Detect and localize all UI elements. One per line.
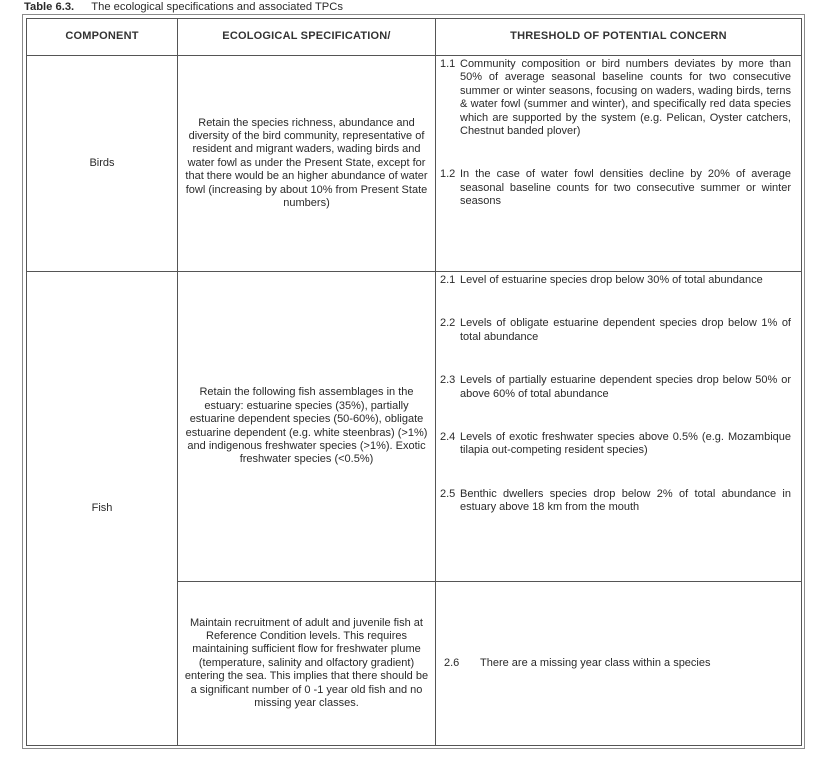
spec-fish-assemblages: Retain the following fish assemblages in the estuary: estuarine species (35%), partially estuarine dependent species (50-60%), obligate estuarine dependent (e.g. white steenbras) (>1%) and indigenous freshwater species (>1%). Exotic freshwater species (<0.5%) (178, 272, 436, 582)
table-row (27, 272, 802, 582)
tpc-item (436, 374, 801, 401)
tpc-text: Levels of partially estuarine dependent species drop below 50% or above 60% of total abundance (460, 374, 791, 400)
tpc-text: Community composition or bird numbers deviates by more than 50% of average seasonal baseline counts for two consecutive summer or winter seasons, focusing on waders, wading birds, terns & water fowl (summer and winter), and specifically red data species which are supported by the system (e.g. Pelican, Oyster catchers, Chestnut banded plover) (460, 58, 791, 138)
tpc-birds (436, 56, 802, 272)
tpc-item (436, 488, 801, 515)
header-spec: ECOLOGICAL SPECIFICATION/ (178, 19, 436, 56)
tpc-number: 2.6 (444, 656, 460, 669)
tpc-item (436, 274, 801, 287)
tpc-number: 2.2 (440, 317, 456, 330)
tpc-item (436, 168, 801, 208)
tpc-number: 2.4 (440, 431, 456, 444)
tpc-number: 1.2 (440, 168, 456, 181)
tpc-text: Levels of exotic freshwater species above 0.5% (e.g. Mozambique tilapia out-competing resident species) (460, 431, 791, 457)
component-birds: Birds (27, 56, 178, 272)
tpc-item (436, 657, 801, 670)
tpc-fish-assemblages (436, 272, 802, 582)
spec-fish-recruitment: Maintain recruitment of adult and juvenile fish at Reference Condition levels. This requires maintaining sufficient flow for freshwater plume (temperature, salinity and olfactory gradient) entering the sea. This implies that there should be a significant number of 0 -1 year old fish and no missing year classes. (178, 582, 436, 746)
tpc-item (436, 431, 801, 458)
tpc-text: Levels of obligate estuarine dependent species drop below 1% of total abundance (460, 317, 791, 343)
tpc-text: Level of estuarine species drop below 30% of total abundance (460, 274, 763, 286)
header-tpc: THRESHOLD OF POTENTIAL CONCERN (436, 19, 802, 56)
tpc-number: 1.1 (440, 58, 456, 70)
spec-birds: Retain the species richness, abundance and diversity of the bird community, representative of resident and migrant waders, wading birds and water fowl as under the Present State, except for that there would be an higher abundance of water fowl (increasing by about 10% from Present State numbers) (178, 56, 436, 272)
tpc-table (26, 18, 802, 746)
table-caption (24, 0, 804, 14)
table-row (27, 56, 802, 272)
header-row (27, 19, 802, 56)
table-title: The ecological specifications and associated TPCs (91, 1, 343, 13)
tpc-text: In the case of water fowl densities decline by 20% of average seasonal baseline counts for two consecutive summer or winter seasons (460, 168, 791, 208)
tpc-text: There are a missing year class within a species (480, 656, 711, 669)
tpc-fish-recruitment (436, 582, 802, 746)
component-fish: Fish (27, 272, 178, 746)
tpc-number: 2.5 (440, 487, 456, 500)
tpc-item (436, 317, 801, 344)
tpc-text: Benthic dwellers species drop below 2% of total abundance in estuary above 18 km from the mouth (460, 487, 791, 514)
tpc-number: 2.3 (440, 374, 456, 387)
tpc-number: 2.1 (440, 274, 456, 286)
table-label: Table 6.3. (24, 1, 75, 13)
tpc-item (436, 58, 801, 138)
header-component: COMPONENT (27, 19, 178, 56)
